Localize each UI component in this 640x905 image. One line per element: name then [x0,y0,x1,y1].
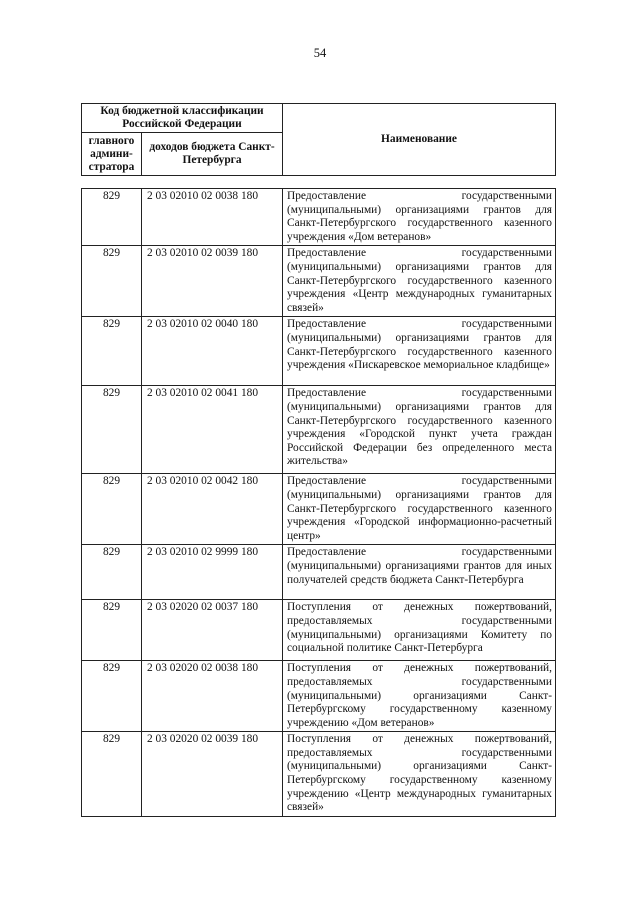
cell-income-code: 2 03 02010 02 0042 180 [142,474,283,545]
cell-admin-code: 829 [82,732,142,817]
table-row [82,386,556,474]
budget-table [81,188,556,817]
cell-income-name: Предоставление государственными (муниципальными) организациями грантов для Санкт-Петербургского государственного казенного учреждения «Центр международных гуманитарных связей» [283,246,556,317]
cell-income-name: Поступления от денежных пожертвований, предоставляемых государственными (муниципальными) организациями Санкт-Петербургскому государственному казенному учреждению «Дом ветеранов» [283,661,556,732]
table-row [82,246,556,317]
table-row [82,474,556,545]
cell-income-name: Предоставление государственными (муниципальными) организациями грантов для Санкт-Петербургского государственного казенного учреждения «Городской пункт учета граждан Российской Федерации без определенного места жительства» [283,386,556,474]
cell-income-name: Предоставление государственными (муниципальными) организациями грантов для Санкт-Петербургского государственного казенного учреждения «Пискаревское мемориальное кладбище» [283,317,556,386]
cell-income-code: 2 03 02010 02 0038 180 [142,189,283,246]
cell-income-name: Поступления от денежных пожертвований, предоставляемых государственными (муниципальными) организациями Комитету по социальной политике Санкт-Петербурга [283,600,556,661]
header-budget-income: доходов бюджета Санкт-Петербурга [142,133,283,176]
cell-income-name: Предоставление государственными (муниципальными) организациями грантов для Санкт-Петербургского государственного казенного учреждения «Городской информационно-расчетный центр» [283,474,556,545]
header-main-administrator: главного админи-стратора [82,133,142,176]
page-number: 54 [313,46,327,60]
header-name: Наименование [283,104,556,176]
cell-admin-code: 829 [82,317,142,386]
cell-income-code: 2 03 02010 02 0041 180 [142,386,283,474]
table-row [82,600,556,661]
table-row [82,189,556,246]
cell-admin-code: 829 [82,474,142,545]
table-row [82,317,556,386]
cell-income-code: 2 03 02020 02 0038 180 [142,661,283,732]
cell-income-code: 2 03 02010 02 0040 180 [142,317,283,386]
table-row [82,732,556,817]
cell-income-name: Предоставление государственными (муниципальными) организациями грантов для Санкт-Петербургского государственного казенного учреждения «Дом ветеранов» [283,189,556,246]
cell-income-code: 2 03 02020 02 0039 180 [142,732,283,817]
cell-income-code: 2 03 02020 02 0037 180 [142,600,283,661]
cell-income-code: 2 03 02010 02 9999 180 [142,545,283,600]
table-row [82,545,556,600]
cell-income-code: 2 03 02010 02 0039 180 [142,246,283,317]
table-header [81,103,556,176]
cell-admin-code: 829 [82,246,142,317]
cell-admin-code: 829 [82,189,142,246]
header-classification-code: Код бюджетной классификации Российской Федерации [82,104,283,133]
cell-admin-code: 829 [82,386,142,474]
cell-income-name: Поступления от денежных пожертвований, предоставляемых государственными (муниципальными) организациями Санкт-Петербургскому государственному казенному учреждению «Центр международных гуманитарных связей» [283,732,556,817]
cell-admin-code: 829 [82,545,142,600]
cell-income-name: Предоставление государственными (муниципальными) организациями грантов для иных получателей средств бюджета Санкт-Петербурга [283,545,556,600]
table-body [82,189,556,817]
table-row [82,661,556,732]
cell-admin-code: 829 [82,600,142,661]
cell-admin-code: 829 [82,661,142,732]
